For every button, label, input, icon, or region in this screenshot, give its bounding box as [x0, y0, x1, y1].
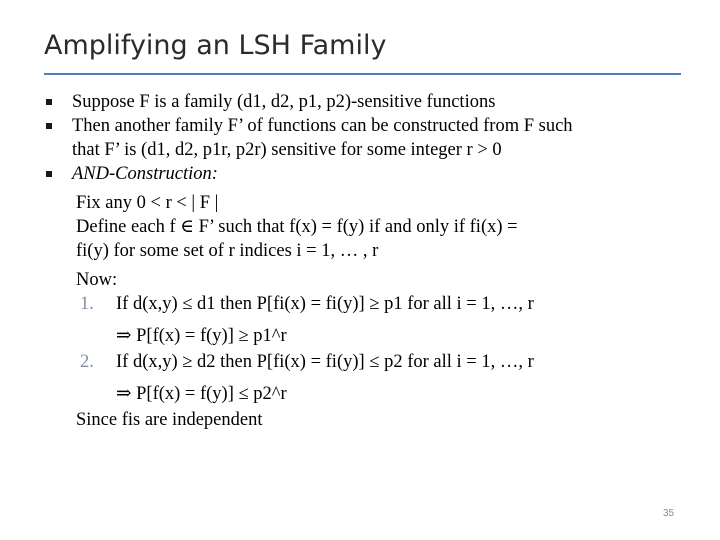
- slide-title: Amplifying an LSH Family: [44, 30, 387, 61]
- slide-content: [46, 90, 686, 432]
- square-bullet-icon: [46, 99, 52, 105]
- fix-line: [46, 186, 686, 215]
- define-line-continued: [46, 239, 686, 263]
- item-1-result-text: ⇒ P[f(x) = f(y)] ≥ p1^r: [116, 326, 287, 346]
- since-text: Since fis are independent: [76, 410, 263, 430]
- bullet-then-continued: [46, 138, 686, 162]
- then-text-line1: Then another family F’ of functions can be constructed from F such: [72, 116, 573, 136]
- item-2-result-text: ⇒ P[f(x) = f(y)] ≤ p2^r: [116, 384, 287, 404]
- item-2-number: 2.: [80, 352, 94, 372]
- since-line: [46, 408, 686, 432]
- list-item-1: [46, 292, 686, 321]
- bullet-then: [46, 114, 686, 138]
- now-line: [46, 263, 686, 292]
- item-2-text: If d(x,y) ≥ d2 then P[fi(x) = fi(y)] ≤ p2 for all i = 1, …, r: [116, 352, 534, 372]
- fix-text: Fix any 0 < r < | F |: [76, 193, 219, 213]
- define-text-line1: Define each f ∈ F’ such that f(x) = f(y) if and only if fi(x) =: [76, 217, 518, 237]
- square-bullet-icon: [46, 171, 52, 177]
- list-item-2-result: [46, 379, 686, 408]
- bullet-suppose: [46, 90, 686, 114]
- item-1-text: If d(x,y) ≤ d1 then P[fi(x) = fi(y)] ≥ p1 for all i = 1, …, r: [116, 294, 534, 314]
- list-item-2: [46, 350, 686, 379]
- bullet-and-construction: [46, 162, 686, 186]
- square-bullet-icon: [46, 123, 52, 129]
- list-item-1-result: [46, 321, 686, 350]
- and-construction-heading: AND-Construction:: [72, 164, 218, 184]
- define-text-line2: fi(y) for some set of r indices i = 1, … , r: [76, 241, 379, 261]
- suppose-text: Suppose F is a family (d1, d2, p1, p2)-sensitive functions: [72, 92, 496, 112]
- title-rule: [44, 73, 681, 75]
- page-number: 35: [663, 508, 675, 519]
- item-1-number: 1.: [80, 294, 94, 314]
- then-text-line2: that F’ is (d1, d2, p1r, p2r) sensitive for some integer r > 0: [72, 140, 502, 160]
- now-text: Now:: [76, 270, 118, 290]
- define-line: [46, 215, 686, 239]
